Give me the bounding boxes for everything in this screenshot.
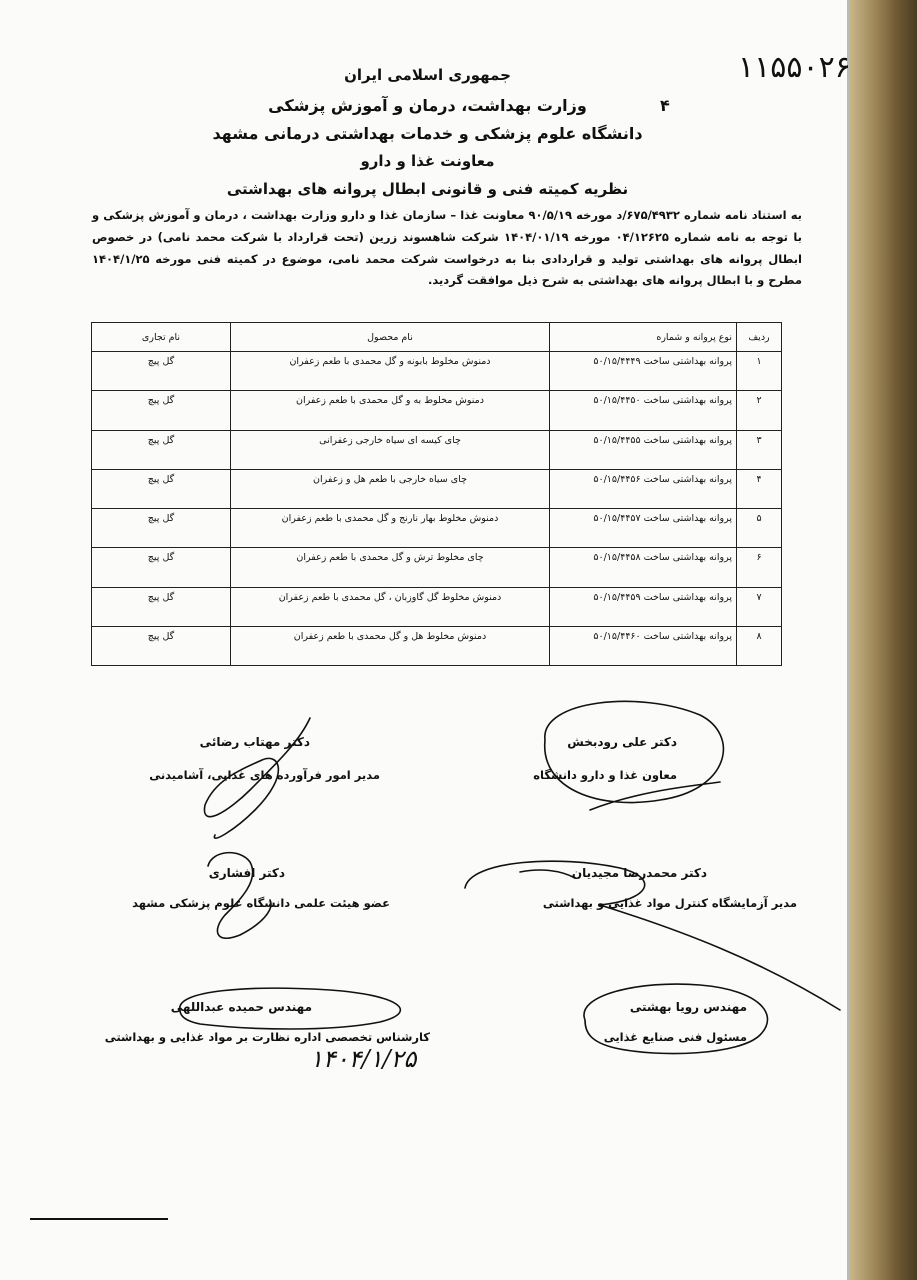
signature-scribble-1	[545, 701, 724, 810]
row-license: پروانه بهداشتی ساخت ۵۰/۱۵/۴۴۴۹	[550, 352, 737, 391]
row-trade-name: گل پیچ	[92, 469, 231, 508]
signatory-1-name: دکتر علی رودبخش	[567, 735, 677, 749]
row-number: ۱	[737, 352, 782, 391]
signatory-6-title: کارشناس تخصصی اداره نظارت بر مواد غذایی و بهداشتی	[104, 1030, 430, 1044]
row-number: ۵	[737, 509, 782, 548]
signatory-6-name: مهندس حمیده عبداللهی	[170, 1000, 312, 1014]
body-paragraph: به استناد نامه شماره ۶۷۵/۴۹۳۲/د مورخه ۹۰/۵/۱۹ معاونت غذا – سازمان غذا و دارو وزارت بهداشت ، درمان و آموزش پزشکی و با توجه به نامه شماره ۰۴/۱۲۶۲۵ مورخه ۱۴۰۴/۰۱/۱۹ شرکت شاهسوند زرین (تحت قرارداد با شرکت محمد نامی) در خصوص ابطال پروانه های بهداشتی تولید و قراردادی بنا به درخواست شرکت محمد نامی، موضوع در کمیته فنی مورخه ۱۴۰۴/۱/۲۵ مطرح و با ابطال پروانه های بهداشتی به شرح ذیل موافقت گردید.	[92, 208, 802, 288]
header-deputy: معاونت غذا و دارو	[360, 152, 495, 170]
row-trade-name: گل پیچ	[92, 548, 231, 587]
row-product: دمنوش مخلوط گل گاوزبان ، گل محمدی با طعم زعفران	[231, 587, 550, 626]
signatory-4-name: دکتر افشاری	[208, 866, 285, 880]
header-university: دانشگاه علوم پزشکی و خدمات بهداشتی درمانی مشهد	[212, 124, 643, 143]
row-product: دمنوش مخلوط هل و گل محمدی با طعم زعفران	[231, 626, 550, 665]
row-product: چای کیسه ای سیاه خارجی زعفرانی	[231, 430, 550, 469]
signatory-3-title: مدیر آزمایشگاه کنترل مواد غذایی و بهداشتی	[542, 896, 797, 910]
row-trade-name: گل پیچ	[92, 391, 231, 430]
row-number: ۷	[737, 587, 782, 626]
row-number: ۶	[737, 548, 782, 587]
row-number: ۲	[737, 391, 782, 430]
row-trade-name: گل پیچ	[92, 587, 231, 626]
row-license: پروانه بهداشتی ساخت ۵۰/۱۵/۴۴۵۶	[550, 469, 737, 508]
row-trade-name: گل پیچ	[92, 430, 231, 469]
row-license: پروانه بهداشتی ساخت ۵۰/۱۵/۴۴۵۵	[550, 430, 737, 469]
header-license: نوع پروانه و شماره	[550, 323, 737, 352]
row-license: پروانه بهداشتی ساخت ۵۰/۱۵/۴۴۵۷	[550, 509, 737, 548]
row-license: پروانه بهداشتی ساخت ۵۰/۱۵/۴۴۵۸	[550, 548, 737, 587]
row-product: چای مخلوط ترش و گل محمدی با طعم زعفران	[231, 548, 550, 587]
header-product: نام محصول	[231, 323, 550, 352]
header-opinion-title: نظریه کمیته فنی و قانونی ابطال پروانه های بهداشتی	[226, 180, 629, 198]
header-ministry: وزارت بهداشت، درمان و آموزش پزشکی	[268, 96, 587, 115]
signatory-5-name: مهندس رویا بهشتی	[629, 1000, 747, 1014]
bottom-rule-line	[30, 1218, 168, 1220]
signatory-5-title: مسئول فنی صنایع غذایی	[603, 1030, 747, 1044]
row-product: دمنوش مخلوط به و گل محمدی با طعم زعفران	[231, 391, 550, 430]
row-number: ۸	[737, 626, 782, 665]
row-product: دمنوش مخلوط بهار نارنج و گل محمدی با طعم زعفران	[231, 509, 550, 548]
row-trade-name: گل پیچ	[92, 626, 231, 665]
signatory-1-title: معاون غذا و دارو دانشگاه	[533, 768, 677, 782]
row-number: ۴	[737, 469, 782, 508]
header-row-number: ردیف	[737, 323, 782, 352]
signatory-2-title: مدیر امور فرآورده های غذایی، آشامیدنی	[149, 768, 380, 782]
header-republic: جمهوری اسلامی ایران	[344, 66, 511, 84]
row-product: چای سیاه خارجی با طعم هل و زعفران	[231, 469, 550, 508]
handwritten-mark: ۴	[660, 96, 670, 115]
handwritten-date: ۱۴۰۴/۱/۲۵	[310, 1045, 417, 1073]
row-number: ۳	[737, 430, 782, 469]
signatory-2-name: دکتر مهتاب رضائی	[199, 735, 310, 749]
signatory-4-title: عضو هیئت علمی دانشگاه علوم پزشکی مشهد	[132, 896, 390, 910]
header-trade-name: نام تجاری	[92, 323, 231, 352]
row-license: پروانه بهداشتی ساخت ۵۰/۱۵/۴۴۶۰	[550, 626, 737, 665]
signature-scribble-3	[465, 861, 840, 1010]
row-trade-name: گل پیچ	[92, 509, 231, 548]
row-license: پروانه بهداشتی ساخت ۵۰/۱۵/۴۴۵۹	[550, 587, 737, 626]
row-trade-name: گل پیچ	[92, 352, 231, 391]
signatory-3-name: دکتر محمدرضا مجیدیان	[571, 866, 707, 880]
row-license: پروانه بهداشتی ساخت ۵۰/۱۵/۴۴۵۰	[550, 391, 737, 430]
row-product: دمنوش مخلوط بابونه و گل محمدی با طعم زعفران	[231, 352, 550, 391]
handwritten-reference-number: ۱۱۵۵۰۲۶	[738, 50, 851, 85]
